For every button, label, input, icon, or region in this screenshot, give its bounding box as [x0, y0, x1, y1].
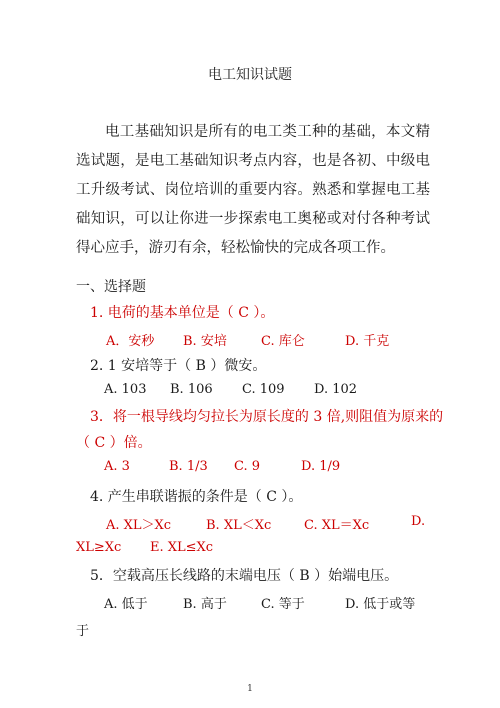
q5-option-c: C. 等于 [261, 597, 305, 612]
q4-option-c: C. XL＝Xc [304, 518, 370, 533]
question-1: 1. 电荷的基本单位是（ C ）。 [90, 305, 275, 321]
q3-option-c: C. 9 [234, 459, 261, 474]
q1-option-d: D. 千克 [345, 334, 390, 349]
q3-option-d: D. 1/9 [301, 459, 341, 474]
q3-option-a: A. 3 [104, 459, 130, 474]
page-title: 电工知识试题 [208, 67, 292, 83]
q1-option-b: B. 安培 [183, 334, 227, 349]
q4-option-d-label: D. [411, 514, 426, 529]
question-5: 5．空载高压长线路的末端电压（ B ）始端电压。 [90, 568, 399, 584]
q3-option-b: B. 1/3 [169, 459, 208, 474]
question-3-line-1: 3．将一根导线均匀拉长为原长度的 3 倍,则阻值为原来的 [90, 409, 444, 425]
q5-option-d: D. 低于或等 [345, 597, 416, 612]
q4-option-b: B. XL＜Xc [206, 518, 272, 533]
q5-option-d-wrap: 于 [76, 624, 90, 639]
question-4: 4. 产生串联谐振的条件是（ C ）。 [90, 489, 303, 505]
q4-option-a: A. XL＞Xc [106, 518, 172, 533]
question-3-line-2: （ C ）倍。 [76, 435, 152, 451]
q1-option-c: C. 库仑 [261, 334, 305, 349]
intro-paragraph: 电工基础知识是所有的电工类工种的基础，本文精选试题，是电工基础知识考点内容，也是各初、中级电工升级考试、岗位培训的重要内容。熟悉和掌握电工基础知识，可以让你进一步探索电工奥秘或对付各种考试得心应手，游刃有余，轻松愉快的完成各项工作。 [76, 124, 430, 256]
q2-option-d: D. 102 [314, 382, 358, 397]
q4-option-d-value: XL≥Xc [76, 540, 122, 555]
q5-option-a: A. 低于 [104, 597, 148, 612]
q5-option-b: B. 高于 [183, 597, 227, 612]
question-2: 2. 1 安培等于（ B ）微安。 [90, 358, 267, 374]
q2-option-c: C. 109 [242, 382, 285, 397]
q2-option-a: A. 103 [104, 382, 147, 397]
page-number: 1 [247, 684, 253, 694]
q1-option-a: A．安秒 [106, 334, 155, 349]
section-heading: 一、选择题 [76, 279, 146, 295]
q2-option-b: B. 106 [170, 382, 213, 397]
q4-option-e: E. XL≤Xc [150, 540, 214, 555]
